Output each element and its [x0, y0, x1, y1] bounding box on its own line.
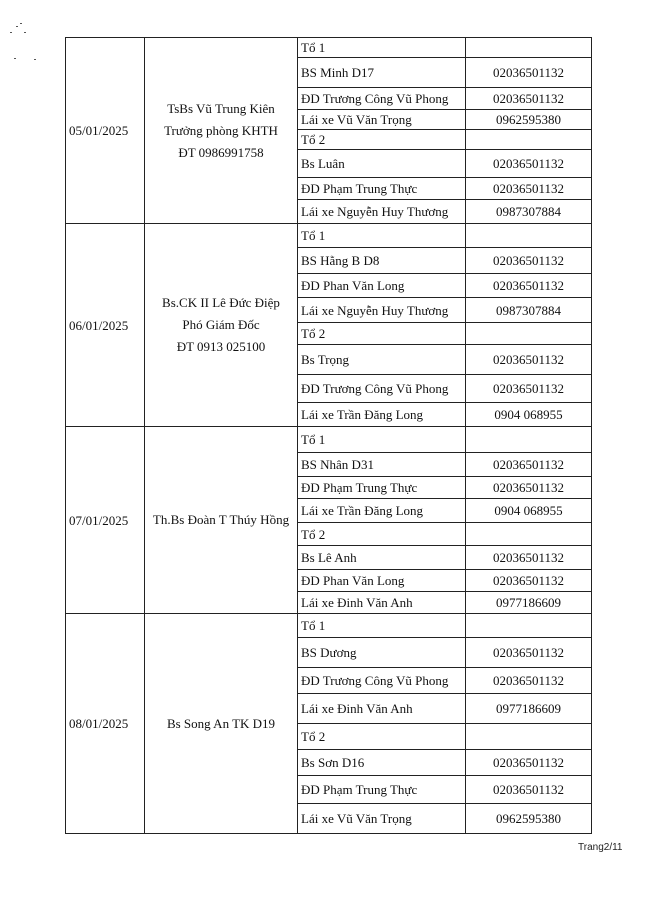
staff-phone [466, 523, 592, 546]
duty-date: 08/01/2025 [66, 614, 145, 834]
staff-phone: 0987307884 [466, 298, 592, 323]
staff-phone: 02036501132 [466, 345, 592, 375]
duty-date: 05/01/2025 [66, 38, 145, 224]
staff-role: Lái xe Đinh Văn Anh [298, 592, 466, 614]
staff-phone [466, 323, 592, 345]
staff-role: ĐD Phạm Trung Thực [298, 178, 466, 200]
staff-role: Bs Trọng [298, 345, 466, 375]
duty-date: 07/01/2025 [66, 427, 145, 614]
staff-role: ĐD Phạm Trung Thực [298, 776, 466, 804]
leader-line: ĐT 0986991758 [178, 144, 264, 160]
staff-role: Lái xe Nguyễn Huy Thương [298, 298, 466, 323]
leader-line: Bs.CK II Lê Đức Điệp [162, 295, 280, 310]
team-label: Tổ 1 [298, 614, 466, 638]
staff-phone [466, 724, 592, 750]
duty-date: 06/01/2025 [66, 224, 145, 427]
staff-role: ĐD Trương Công Vũ Phong [298, 375, 466, 403]
scan-specks [6, 22, 46, 72]
staff-phone [466, 38, 592, 58]
staff-phone: 0962595380 [466, 110, 592, 130]
staff-phone: 0904 068955 [466, 403, 592, 427]
duty-leader [145, 38, 298, 224]
leader-line: Bs Song An TK D19 [166, 715, 276, 731]
leader-line: Phó Giám Đốc [182, 317, 260, 332]
staff-phone: 02036501132 [466, 375, 592, 403]
staff-role: Lái xe Trần Đăng Long [298, 403, 466, 427]
staff-role: Bs Sơn D16 [298, 750, 466, 776]
staff-phone: 02036501132 [466, 453, 592, 477]
page-number: Trang2/11 [578, 842, 623, 853]
staff-role: ĐD Phạm Trung Thực [298, 477, 466, 499]
staff-role: Bs Luân [298, 150, 466, 178]
team-label: Tổ 1 [298, 38, 466, 58]
staff-phone: 02036501132 [466, 570, 592, 592]
staff-phone: 02036501132 [466, 274, 592, 298]
team-header-row [66, 614, 592, 638]
staff-role: Lái xe Vũ Văn Trọng [298, 110, 466, 130]
staff-phone: 02036501132 [466, 477, 592, 499]
duty-leader [145, 427, 298, 614]
team-label: Tổ 1 [298, 224, 466, 248]
staff-phone [466, 130, 592, 150]
staff-role: ĐD Phan Văn Long [298, 274, 466, 298]
staff-phone: 0977186609 [466, 694, 592, 724]
staff-role: Lái xe Đinh Văn Anh [298, 694, 466, 724]
staff-phone: 02036501132 [466, 638, 592, 668]
staff-phone: 0987307884 [466, 200, 592, 224]
staff-phone: 0962595380 [466, 804, 592, 834]
staff-phone [466, 427, 592, 453]
team-header-row [66, 38, 592, 58]
team-label: Tổ 1 [298, 427, 466, 453]
team-label: Tổ 2 [298, 130, 466, 150]
duty-leader [145, 224, 298, 427]
staff-phone [466, 614, 592, 638]
team-header-row [66, 427, 592, 453]
team-label: Tổ 2 [298, 323, 466, 345]
staff-role: ĐD Trương Công Vũ Phong [298, 668, 466, 694]
staff-role: BS Minh D17 [298, 58, 466, 88]
team-label: Tổ 2 [298, 724, 466, 750]
staff-role: ĐD Trương Công Vũ Phong [298, 88, 466, 110]
duty-roster-table [65, 37, 592, 834]
duty-leader [145, 614, 298, 834]
staff-role: BS Nhân D31 [298, 453, 466, 477]
staff-role: BS Hằng B D8 [298, 248, 466, 274]
staff-phone [466, 224, 592, 248]
staff-role: Lái xe Nguyễn Huy Thương [298, 200, 466, 224]
leader-line: Trưởng phòng KHTH [164, 122, 278, 138]
staff-phone: 0977186609 [466, 592, 592, 614]
staff-role: Lái xe Vũ Văn Trọng [298, 804, 466, 834]
staff-phone: 02036501132 [466, 668, 592, 694]
staff-role: ĐD Phan Văn Long [298, 570, 466, 592]
staff-phone: 02036501132 [466, 546, 592, 570]
team-label: Tổ 2 [298, 523, 466, 546]
staff-phone: 02036501132 [466, 776, 592, 804]
staff-phone: 02036501132 [466, 178, 592, 200]
staff-role: BS Dương [298, 638, 466, 668]
staff-role: Bs Lê Anh [298, 546, 466, 570]
staff-phone: 02036501132 [466, 150, 592, 178]
staff-role: Lái xe Trần Đăng Long [298, 499, 466, 523]
team-header-row [66, 224, 592, 248]
leader-line: TsBs Vũ Trung Kiên [167, 100, 275, 116]
staff-phone: 02036501132 [466, 58, 592, 88]
staff-phone: 0904 068955 [466, 499, 592, 523]
leader-line: Th.Bs Đoàn T Thúy Hồng [152, 512, 290, 527]
staff-phone: 02036501132 [466, 248, 592, 274]
staff-phone: 02036501132 [466, 88, 592, 110]
staff-phone: 02036501132 [466, 750, 592, 776]
leader-line: ĐT 0913 025100 [176, 339, 266, 354]
